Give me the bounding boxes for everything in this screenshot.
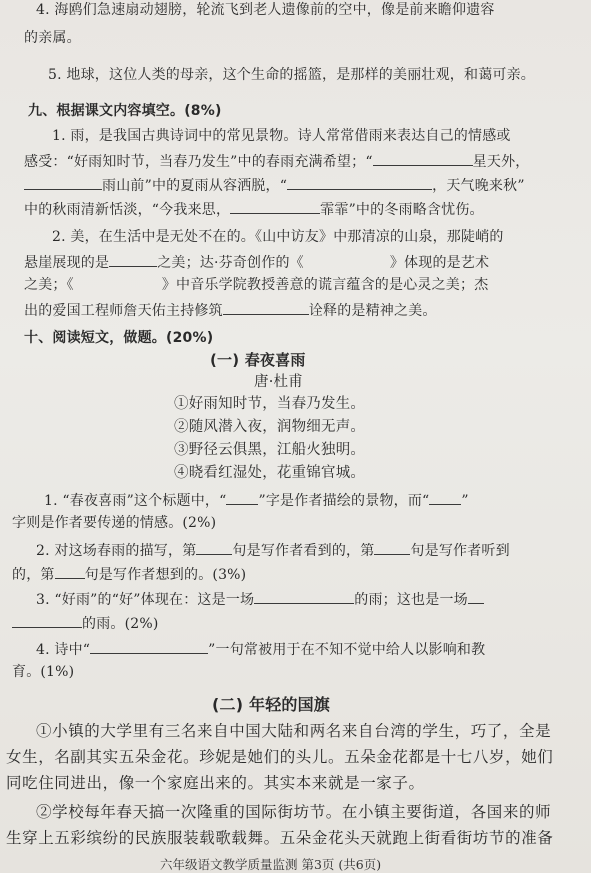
story-para1-line2: 女生，名副其实五朵金花。珍妮是她们的头儿。五朵金花都是十七八岁，她们 (6, 748, 554, 766)
s9-q2-line1: 2. 美，在生活中是无处不在的。《山中访友》中那清凉的山泉，那陡峭的 (52, 229, 504, 245)
s9-q2-line4: 出的爱国工程师詹天佑主持修筑 诠释的是精神之美。 (24, 303, 437, 319)
poem-author: 唐·杜甫 (254, 374, 303, 390)
s10-q1-line1: 1. “春夜喜雨”这个标题中，“ ”字是作者描绘的景物，而“ ” (44, 493, 469, 509)
answer-blank[interactable] (374, 541, 410, 555)
poem-line: ①好雨知时节，当春乃发生。 (174, 396, 366, 412)
poem-line: ④晓看红湿处，花重锦官城。 (174, 465, 366, 481)
section10-heading: 十、阅读短文，做题。(20%) (24, 330, 214, 346)
answer-blank[interactable] (287, 176, 432, 190)
answer-blank[interactable] (468, 590, 484, 604)
answer-blank[interactable] (55, 565, 85, 579)
s10-q1-line2: 字则是作者要传递的情感。(2%) (12, 515, 217, 531)
s10-q4-line2: 育。(1%) (12, 664, 75, 680)
poem-title: (一) 春夜喜雨 (210, 351, 306, 369)
story-para2-line1: ②学校每年春天搞一次隆重的国际街坊节。在小镇主要街道，各国来的师 (36, 803, 552, 821)
answer-blank[interactable] (196, 541, 232, 555)
story-para2-line2: 生穿上五彩缤纷的民族服装载歌载舞。五朵金花头天就跑上街看街坊节的准备 (6, 829, 554, 847)
answer-blank[interactable] (254, 590, 354, 604)
answer-blank[interactable] (90, 640, 208, 654)
s9-q2-line2: 悬崖展现的是 之美；达·芬奇创作的《 》体现的是艺术 (24, 255, 490, 271)
s9-q2-line3: 之美；《 》中音乐学院教授善意的谎言蕴含的是心灵之美；杰 (24, 277, 489, 293)
answer-blank[interactable] (223, 301, 309, 315)
s10-q2-line2: 的，第 句是写作者想到的。(3%) (12, 567, 247, 583)
section9-heading: 九、根据课文内容填空。(8%) (28, 103, 222, 119)
answer-blank[interactable] (12, 614, 82, 628)
s10-q4-line1: 4. 诗中“ ”一句常被用于在不知不觉中给人以影响和教 (36, 642, 486, 658)
answer-blank[interactable] (429, 491, 461, 505)
s9-q1-line2: 感受：“好雨知时节，当春乃发生”中的春雨充满希望；“ 星天外， (24, 154, 530, 170)
answer-blank[interactable] (226, 491, 258, 505)
s9-q1-line1: 1. 雨，是我国古典诗词中的常见景物。诗人常常借雨来表达自己的情感或 (52, 128, 511, 144)
s8-item4-line2: 的亲属。 (24, 30, 81, 46)
story-para1-line1: ①小镇的大学里有三名来自中国大陆和两名来自台湾的学生，巧了，全是 (36, 722, 552, 740)
s9-q1-line4: 中的秋雨清新恬淡，“今我来思， 霏霏”中的冬雨略含忧伤。 (24, 202, 484, 218)
s10-q3-line2: 的雨。(2%) (12, 614, 159, 632)
story-para1-line3: 同吃住同进出，像一个家庭出来的。其实本来就是一家子。 (6, 774, 425, 792)
answer-blank[interactable] (373, 152, 473, 166)
s9-q1-line3: 雨山前”中的夏雨从容洒脱，“ ，天气晚来秋” (24, 176, 525, 194)
s10-q2-line1: 2. 对这场春雨的描写，第 句是写作者看到的，第 句是写作者听到 (36, 543, 510, 559)
page-footer: 六年级语文教学质量监测 第3页 (共6页) (160, 857, 382, 872)
answer-blank[interactable] (24, 176, 102, 190)
poem-line: ②随风潜入夜，润物细无声。 (174, 419, 366, 435)
answer-blank[interactable] (230, 200, 320, 214)
poem-line: ③野径云俱黑，江船火独明。 (174, 442, 366, 458)
answer-blank[interactable] (109, 253, 157, 267)
s8-item4-line1: 4. 海鸥们急速扇动翅膀，轮流飞到老人遗像前的空中，像是前来瞻仰遗容 (36, 2, 495, 18)
s8-item5: 5. 地球，这位人类的母亲，这个生命的摇篮，是那样的美丽壮观，和蔼可亲。 (48, 67, 536, 83)
s10-q3-line1: 3. “好雨”的“好”体现在：这是一场 的雨；这也是一场 (36, 590, 484, 608)
story-title: (二) 年轻的国旗 (212, 695, 330, 714)
